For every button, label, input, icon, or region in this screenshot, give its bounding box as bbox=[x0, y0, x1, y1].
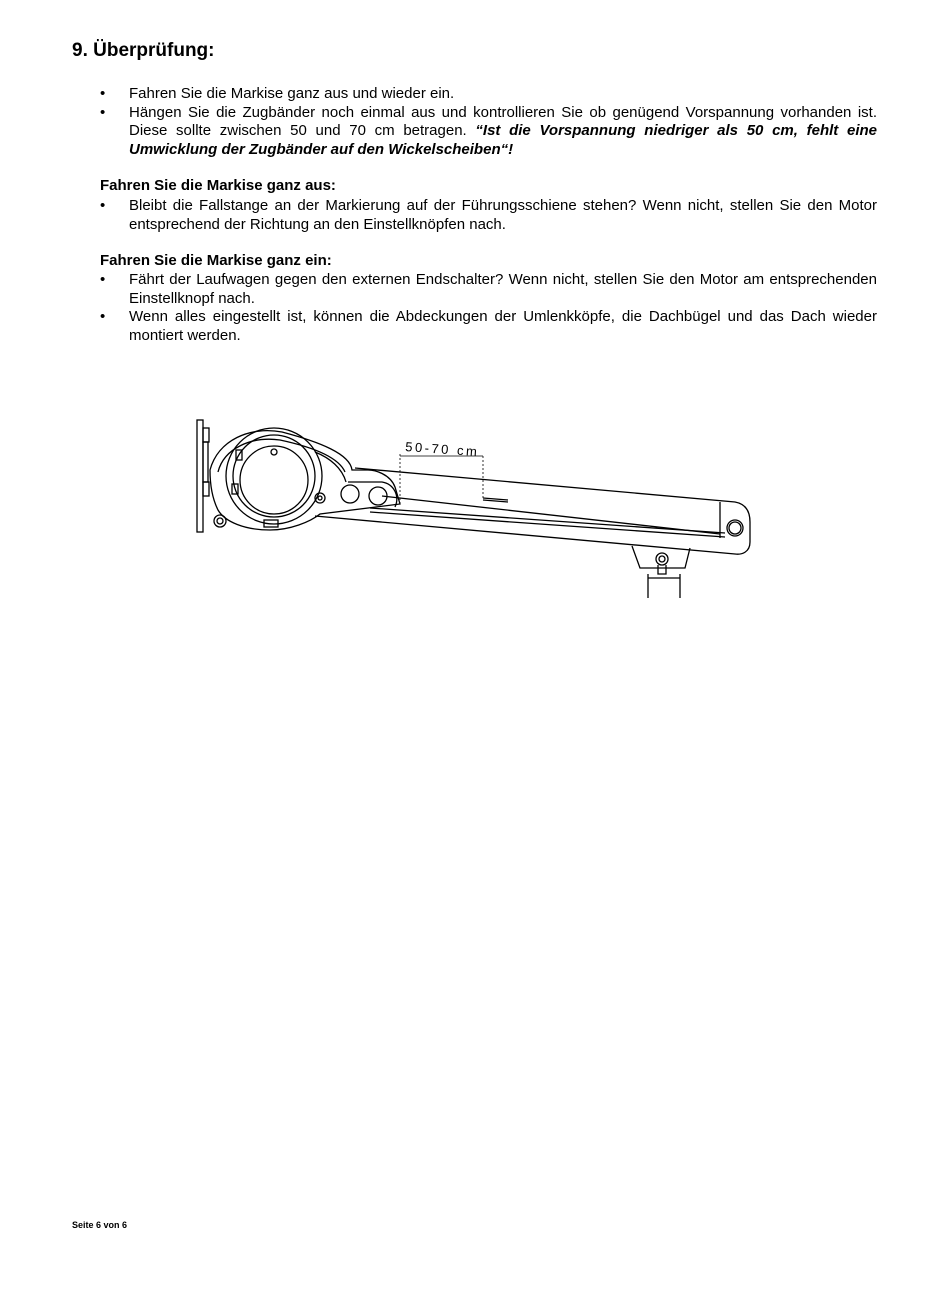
list-item-text: Bleibt die Fallstange an der Markierung auf der Führungsschiene stehen? Wenn nicht, stellen Sie den Motor entsprechend der Richtung an den Einstellknöpfen nach. bbox=[129, 197, 877, 233]
list-item bbox=[100, 85, 877, 104]
extended-subheading: Fahren Sie die Markise ganz aus: bbox=[100, 177, 336, 194]
tension-warning: “Ist die Vorspannung niedriger als 50 cm, fehlt eine Umwicklung der Zugbänder auf den Wickelscheiben“! bbox=[129, 122, 877, 158]
page-footer: Seite 6 von 6 bbox=[72, 1220, 128, 1230]
wall-plate bbox=[197, 420, 203, 532]
section-heading: 9. Überprüfung: bbox=[72, 40, 215, 61]
retracted-subheading: Fahren Sie die Markise ganz ein: bbox=[100, 252, 332, 269]
list-item bbox=[100, 104, 877, 160]
list-item-text: Fahren Sie die Markise ganz aus und wieder ein. bbox=[129, 85, 455, 102]
list-item-text: Hängen Sie die Zugbänder noch einmal aus und kontrollieren Sie ob genügend Vorspannung vorhanden ist. Diese sollte zwischen 50 und 70 cm betragen. bbox=[129, 103, 877, 140]
list-item bbox=[100, 197, 877, 234]
dimension-label: 50-70 cm bbox=[404, 439, 480, 460]
list-item-text: Wenn alles eingestellt ist, können die Abdeckungen der Umlenkköpfe, die Dachbügel und das Dach wieder montiert werden. bbox=[129, 308, 877, 344]
list-item bbox=[100, 308, 877, 345]
list-item-text: Fährt der Laufwagen gegen den externen Endschalter? Wenn nicht, stellen Sie den Motor am entsprechenden Einstellknopf nach. bbox=[129, 271, 877, 307]
retracted-list bbox=[100, 271, 877, 345]
check-list bbox=[100, 85, 877, 159]
list-item bbox=[100, 271, 877, 308]
extended-list bbox=[100, 197, 877, 234]
awning-arm-diagram bbox=[190, 412, 760, 607]
